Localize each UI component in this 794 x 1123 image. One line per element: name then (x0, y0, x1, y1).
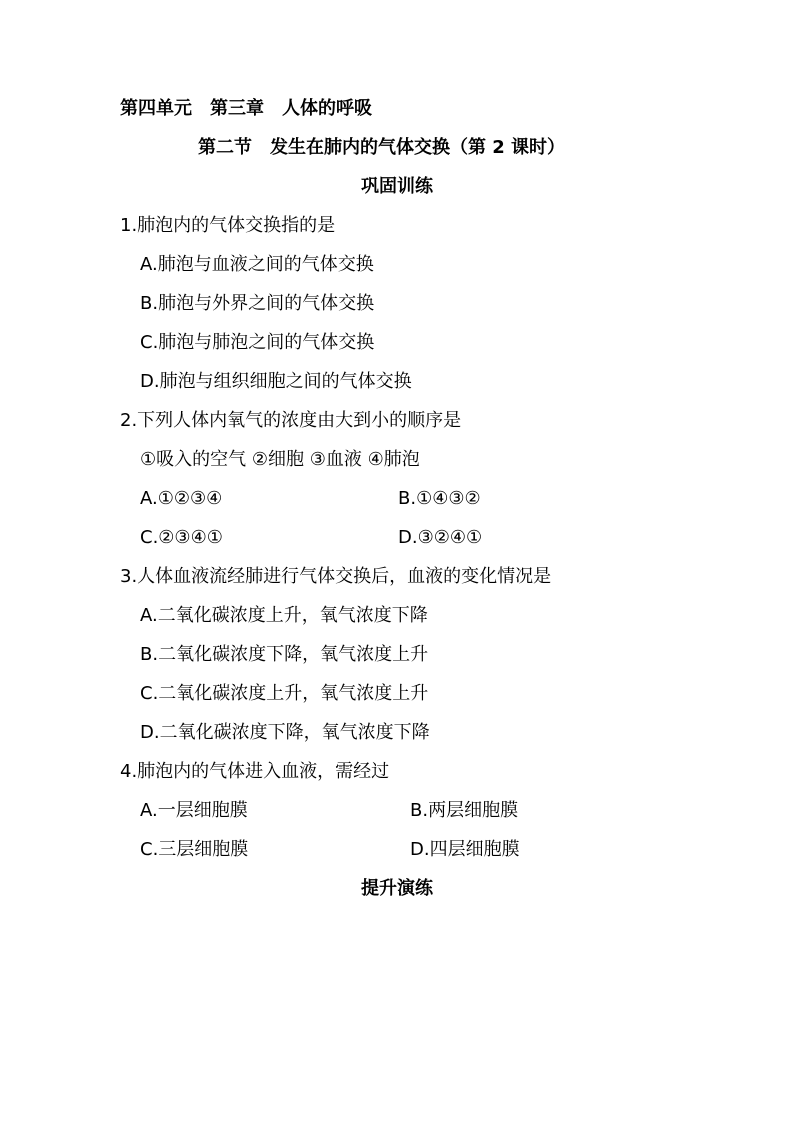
question-3-option-a: A.二氧化碳浓度上升，氧气浓度下降 (140, 605, 428, 626)
question-4-option-c: C.三层细胞膜 (140, 839, 249, 860)
question-3-stem: 3.人体血液流经肺进行气体交换后，血液的变化情况是 (120, 566, 552, 587)
question-1-option-a: A.肺泡与血液之间的气体交换 (140, 254, 374, 275)
question-3-option-d: D.二氧化碳浓度下降，氧气浓度下降 (140, 722, 430, 743)
question-2-stem: 2.下列人体内氧气的浓度由大到小的顺序是 (120, 410, 462, 431)
question-2-items: ①吸入的空气 ②细胞 ③血液 ④肺泡 (140, 449, 420, 470)
question-1-option-b: B.肺泡与外界之间的气体交换 (140, 293, 375, 314)
question-2-option-b: B.①④③② (398, 488, 481, 509)
question-4-stem: 4.肺泡内的气体进入血液，需经过 (120, 761, 390, 782)
question-2-option-a: A.①②③④ (140, 488, 223, 509)
question-1-stem: 1.肺泡内的气体交换指的是 (120, 215, 336, 236)
question-3-option-b: B.二氧化碳浓度下降，氧气浓度上升 (140, 644, 429, 665)
consolidation-heading: 巩固训练 (361, 176, 433, 197)
question-3-option-c: C.二氧化碳浓度上升，氧气浓度上升 (140, 683, 429, 704)
question-2-option-c: C.②③④① (140, 527, 223, 548)
question-4-option-a: A.一层细胞膜 (140, 800, 248, 821)
improvement-heading: 提升演练 (361, 878, 433, 899)
question-1-option-d: D.肺泡与组织细胞之间的气体交换 (140, 371, 412, 392)
question-2-option-d: D.③②④① (398, 527, 483, 548)
question-4-option-b: B.两层细胞膜 (410, 800, 519, 821)
question-4-option-d: D.四层细胞膜 (410, 839, 520, 860)
section-title: 第二节 发生在肺内的气体交换（第 2 课时） (198, 137, 566, 158)
unit-title: 第四单元 第三章 人体的呼吸 (120, 98, 372, 119)
question-1-option-c: C.肺泡与肺泡之间的气体交换 (140, 332, 375, 353)
